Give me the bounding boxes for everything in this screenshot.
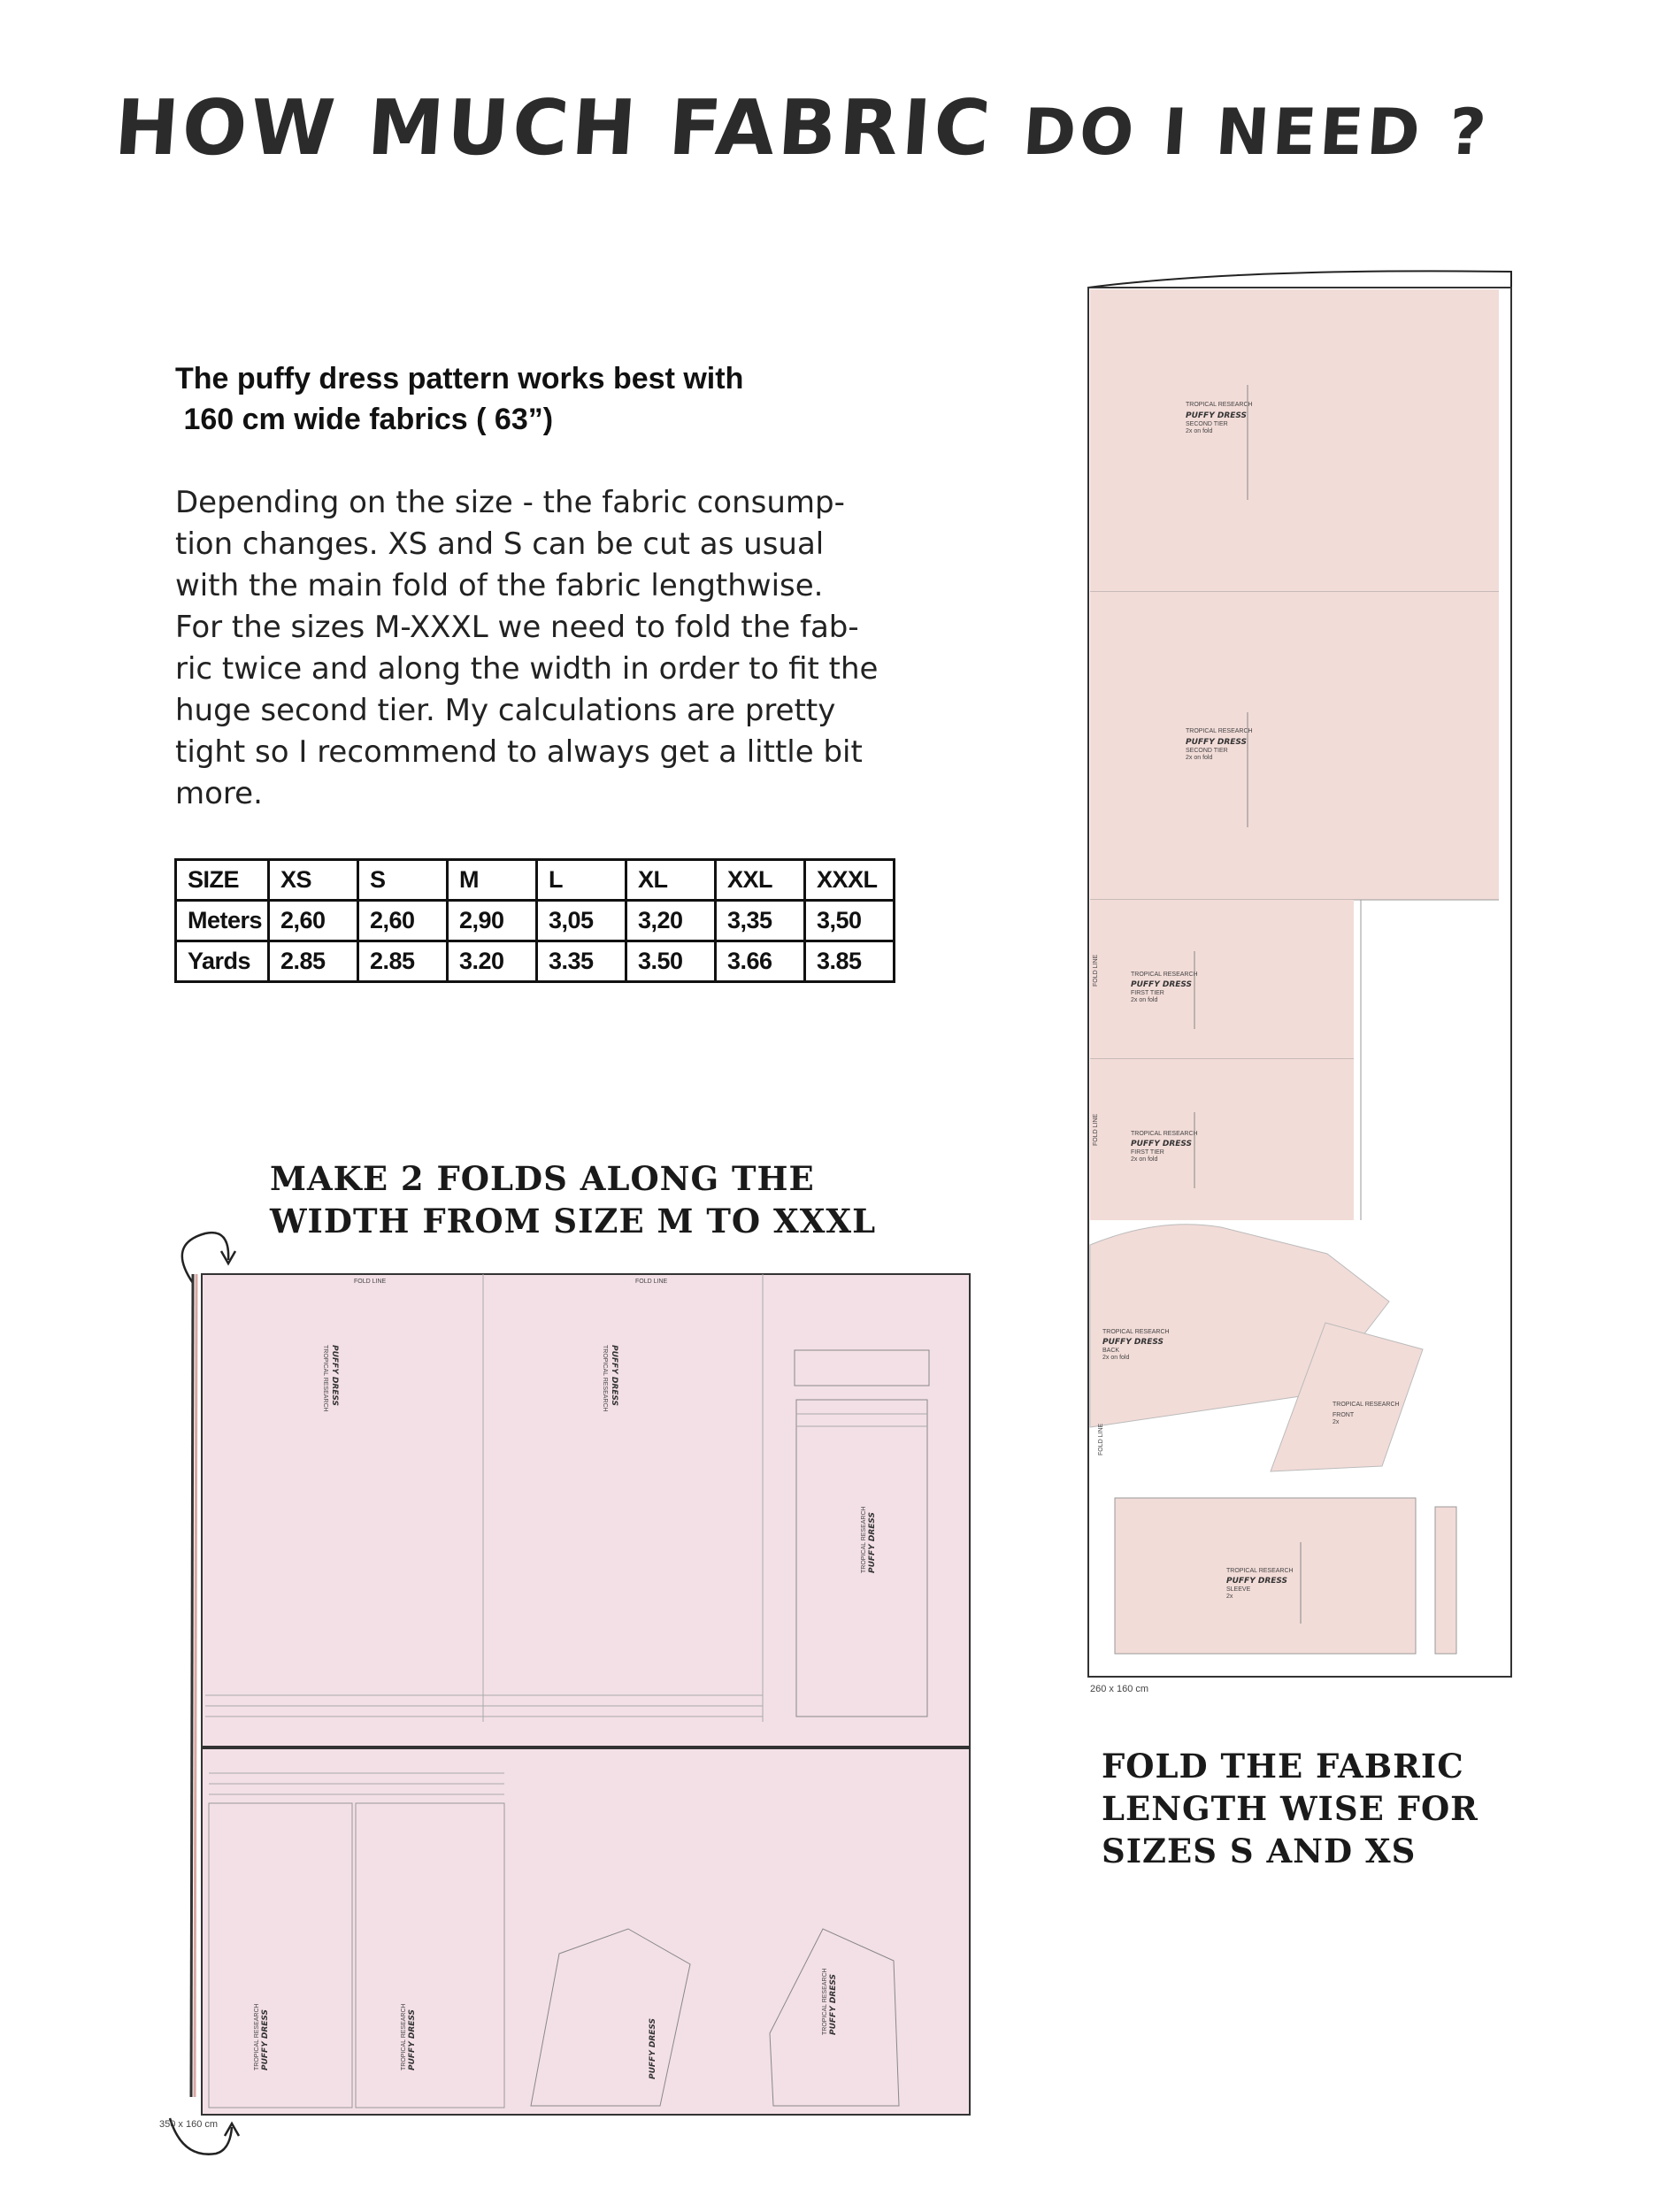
table-row-meters	[176, 901, 895, 941]
svg-text:TROPICAL RESEARCH: TROPICAL RESEARCH	[1186, 728, 1253, 734]
intro-heading-line: 160 cm wide fabrics ( 63”)	[175, 403, 554, 436]
table-cell: XS	[269, 860, 358, 901]
table-cell: 3,20	[626, 901, 716, 941]
fold-edge-line	[1088, 271, 1511, 288]
right-dimension-label: 260 x 160 cm	[1090, 1684, 1149, 1694]
table-cell: XXL	[716, 860, 805, 901]
table-cell: XL	[626, 860, 716, 901]
table-cell: 3.85	[805, 941, 895, 982]
body-line: For the sizes M-XXXL we need to fold the fab-	[175, 610, 859, 645]
svg-text:PUFFY DRESS: PUFFY DRESS	[649, 2017, 657, 2079]
table-cell: 2,60	[358, 901, 448, 941]
second-tier-piece-2	[1090, 592, 1499, 900]
second-tier-piece-1	[1090, 289, 1499, 592]
svg-text:2x on fold: 2x on fold	[1186, 428, 1213, 434]
svg-text:PUFFY DRESS: PUFFY DRESS	[610, 1345, 618, 1407]
table-cell: S	[358, 860, 448, 901]
svg-text:PUFFY DRESS: PUFFY DRESS	[868, 1511, 877, 1573]
svg-text:FRONT: FRONT	[1333, 1412, 1355, 1418]
table-cell: SIZE	[176, 860, 269, 901]
table-cell: Yards	[176, 941, 269, 982]
binding-strip	[795, 1350, 929, 1386]
svg-text:PUFFY DRESS: PUFFY DRESS	[1102, 1338, 1164, 1347]
table-cell: 3,05	[537, 901, 626, 941]
svg-text:FOLD LINE: FOLD LINE	[1093, 954, 1099, 987]
caption-length-fold	[1102, 1745, 1479, 1872]
table-cell: XXXL	[805, 860, 895, 901]
svg-text:TROPICAL RESEARCH: TROPICAL RESEARCH	[1333, 1402, 1400, 1408]
svg-text:SECOND TIER: SECOND TIER	[1186, 421, 1228, 427]
svg-text:FIRST TIER: FIRST TIER	[1131, 990, 1164, 996]
svg-text:PUFFY DRESS: PUFFY DRESS	[261, 2008, 270, 2070]
intro-heading	[175, 358, 901, 440]
caption-line: LENGTH WISE FOR	[1102, 1789, 1479, 1828]
body-line: huge second tier. My calculations are pretty	[175, 693, 836, 728]
table-cell: 3,50	[805, 901, 895, 941]
left-dimension-label: 350 x 160 cm	[159, 2119, 219, 2130]
caption-line: WIDTH FROM SIZE M TO XXXL	[270, 1202, 877, 1240]
intro-heading-line: The puffy dress pattern works best with	[175, 362, 744, 396]
svg-text:PUFFY DRESS: PUFFY DRESS	[1131, 1140, 1193, 1148]
table-cell: 2,60	[269, 901, 358, 941]
svg-text:TROPICAL RESEARCH: TROPICAL RESEARCH	[1131, 1131, 1198, 1137]
svg-text:2x: 2x	[1226, 1594, 1233, 1600]
body-line: ric twice and along the width in order to fit the	[175, 651, 879, 687]
title-end: DO I NEED ?	[1020, 95, 1493, 169]
binding-piece	[1435, 1507, 1456, 1654]
title-main: HOW MUCH FABRIC	[111, 84, 997, 173]
svg-text:PUFFY DRESS: PUFFY DRESS	[1186, 411, 1248, 420]
svg-text:TROPICAL RESEARCH: TROPICAL RESEARCH	[861, 1506, 867, 1573]
body-line: tion changes. XS and S can be cut as usual	[175, 526, 825, 562]
svg-text:PUFFY DRESS: PUFFY DRESS	[829, 1973, 838, 2035]
table-cell: 3,35	[716, 901, 805, 941]
body-line: Depending on the size - the fabric consump-	[175, 485, 845, 520]
svg-text:2x: 2x	[1333, 1419, 1340, 1425]
svg-text:SLEEVE: SLEEVE	[1226, 1586, 1251, 1593]
svg-text:BACK: BACK	[1102, 1348, 1120, 1354]
first-tier-piece-left-2	[356, 1803, 504, 2108]
body-line: with the main fold of the fabric lengthwise.	[175, 568, 824, 603]
svg-text:PUFFY DRESS: PUFFY DRESS	[408, 2008, 417, 2070]
svg-text:PUFFY DRESS: PUFFY DRESS	[1131, 980, 1193, 989]
widthwise-layout-diagram	[159, 1221, 982, 2159]
fold-edge-left	[191, 1274, 193, 2097]
caption-line: MAKE 2 FOLDS ALONG THE	[270, 1159, 815, 1198]
table-cell: 3.50	[626, 941, 716, 982]
intro-body	[175, 482, 901, 815]
table-cell: 2.85	[269, 941, 358, 982]
svg-text:TROPICAL RESEARCH: TROPICAL RESEARCH	[822, 1968, 828, 2035]
svg-text:FOLD LINE: FOLD LINE	[1098, 1423, 1104, 1455]
caption-line: SIZES S AND XS	[1102, 1832, 1417, 1870]
table-cell: 2,90	[448, 901, 537, 941]
svg-text:TROPICAL RESEARCH: TROPICAL RESEARCH	[254, 2003, 260, 2070]
svg-text:FOLD LINE: FOLD LINE	[354, 1279, 387, 1285]
table-cell: M	[448, 860, 537, 901]
table-cell: 3.35	[537, 941, 626, 982]
caption-line: FOLD THE FABRIC	[1102, 1747, 1464, 1786]
first-tier-piece-2	[1090, 1059, 1354, 1220]
lengthwise-layout-diagram	[1062, 261, 1522, 1694]
first-tier-piece-1	[1090, 900, 1354, 1059]
svg-text:PUFFY DRESS: PUFFY DRESS	[1186, 738, 1248, 747]
svg-text:2x on fold: 2x on fold	[1131, 997, 1158, 1003]
table-cell: 3.66	[716, 941, 805, 982]
svg-text:2x on fold: 2x on fold	[1102, 1355, 1130, 1361]
svg-text:2x on fold: 2x on fold	[1131, 1156, 1158, 1163]
body-line: tight so I recommend to always get a little bit	[175, 734, 863, 770]
fabric-size-table	[174, 858, 895, 983]
svg-text:TROPICAL RESEARCH: TROPICAL RESEARCH	[1186, 402, 1253, 408]
page-title	[112, 84, 1494, 173]
table-cell: 3.20	[448, 941, 537, 982]
svg-text:FOLD LINE: FOLD LINE	[1093, 1113, 1099, 1146]
svg-text:TROPICAL RESEARCH: TROPICAL RESEARCH	[1102, 1329, 1170, 1335]
svg-text:TROPICAL RESEARCH: TROPICAL RESEARCH	[602, 1345, 608, 1412]
svg-text:TROPICAL RESEARCH: TROPICAL RESEARCH	[1131, 972, 1198, 978]
svg-text:PUFFY DRESS: PUFFY DRESS	[1226, 1577, 1288, 1586]
first-tier-piece-left-1	[209, 1803, 352, 2108]
svg-text:2x on fold: 2x on fold	[1186, 755, 1213, 761]
table-cell: Meters	[176, 901, 269, 941]
svg-text:FIRST TIER: FIRST TIER	[1131, 1149, 1164, 1156]
svg-text:TROPICAL RESEARCH: TROPICAL RESEARCH	[401, 2003, 407, 2070]
table-row-yards	[176, 941, 895, 982]
svg-text:FOLD LINE: FOLD LINE	[635, 1279, 668, 1285]
sleeve-piece	[1115, 1498, 1416, 1654]
body-line: more.	[175, 776, 263, 811]
svg-text:SECOND TIER: SECOND TIER	[1186, 748, 1228, 754]
svg-text:TROPICAL RESEARCH: TROPICAL RESEARCH	[322, 1345, 328, 1412]
table-header-row	[176, 860, 895, 901]
table-cell: 2.85	[358, 941, 448, 982]
svg-text:TROPICAL RESEARCH: TROPICAL RESEARCH	[1226, 1568, 1294, 1574]
table-cell: L	[537, 860, 626, 901]
svg-text:PUFFY DRESS: PUFFY DRESS	[330, 1345, 339, 1407]
